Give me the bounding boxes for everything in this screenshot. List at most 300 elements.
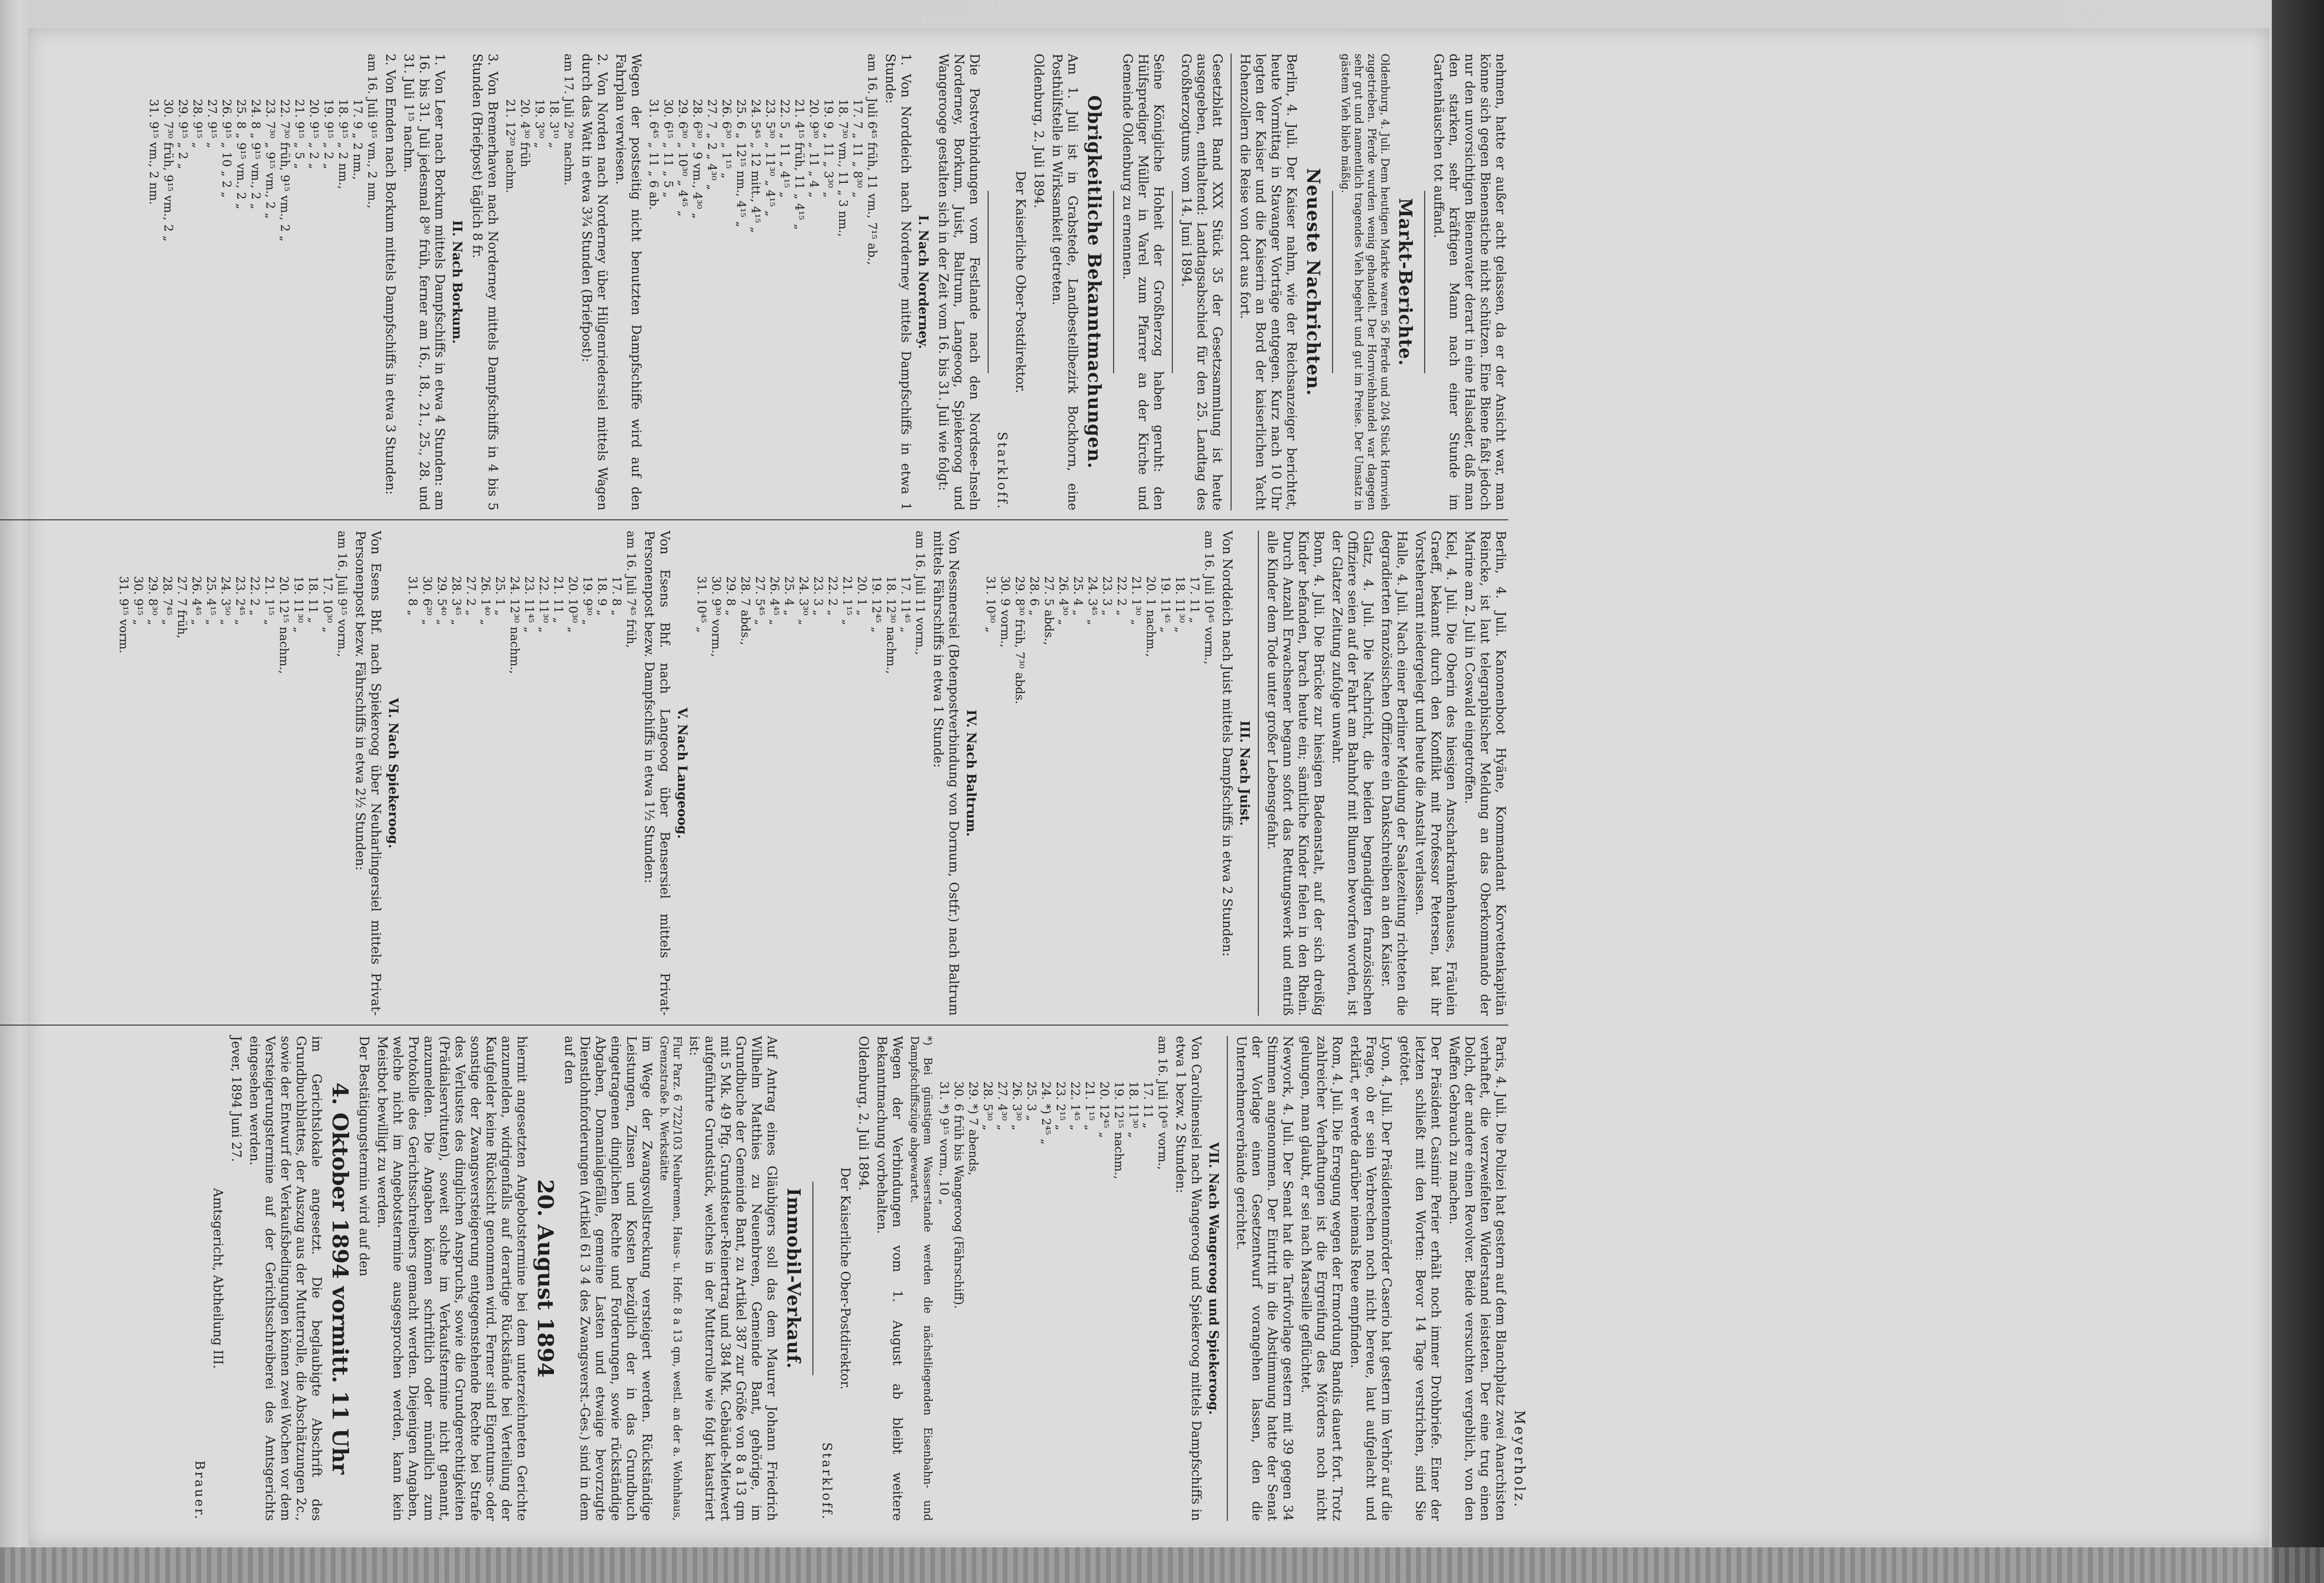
schedule-date: am 16. Juli bbox=[366, 54, 379, 118]
schedule-date: 21. bbox=[841, 576, 854, 595]
schedule-date: 21. bbox=[293, 99, 306, 118]
schedule-row bbox=[855, 531, 869, 678]
schedule-row bbox=[1115, 531, 1129, 708]
schedule-times: 11³⁰ „ bbox=[292, 598, 305, 633]
schedule-times: 10⁴⁵ vorm., bbox=[1202, 598, 1216, 665]
schedule-row bbox=[937, 1036, 951, 1312]
schedule-times: 11 „ bbox=[306, 598, 320, 624]
schedule-times: 5 abds., bbox=[1042, 598, 1056, 645]
schedule-times: 9¹⁵ „ 2 „ bbox=[176, 121, 190, 169]
schedule-date: am 17. Juli bbox=[562, 54, 576, 118]
schedule-times: 8³⁰ „ bbox=[146, 598, 160, 626]
schedule-times: 9¹⁵ „ 10 „ 2 „ bbox=[220, 121, 234, 198]
baltrum-intro: Von Nessmersiel (Botenpostverbindung von Dornum, Ostfr.) nach Baltrum mittels Fährschiffs in etwa 1 Stunde: bbox=[931, 531, 961, 1016]
schedule-date: 27. bbox=[705, 99, 719, 118]
schedule-date: 25. bbox=[782, 576, 796, 595]
schedule-date: 30. bbox=[162, 99, 175, 118]
schedule-times: 8 „ bbox=[406, 598, 420, 616]
schedule-times: 8 „ bbox=[724, 598, 738, 616]
schedule-times: 3⁵⁰ „ bbox=[533, 121, 546, 149]
schedule-row bbox=[263, 54, 278, 245]
schedule-row bbox=[753, 531, 767, 678]
neueste-text: Berlin, 4. Juli. Der Kaiser nahm, wie der Reichsanzeiger berichtet, heute Vormittag in Stavanger Vorträge entgegen. Kurz nach 10 Uhr legten der Kaiser und die Kaiserin an Bord der kaiserlichen Yacht Hohenzollern die Reise von dort aus fort. bbox=[1238, 54, 1299, 510]
schedule-times: 11⁴⁵ „ bbox=[899, 598, 912, 633]
schedule-date: 26. bbox=[479, 576, 492, 595]
post-intro: Die Postverbindungen vom Festlande nach den Nordsee-Inseln Norderney, Borkum, Juist, Baltrum, Langeoog, Spiekeroog und Wangerooge gestalten sich in der Zeit vom 16. bis 31. Juli wie folgt: bbox=[936, 54, 982, 510]
schedule-date: 22. bbox=[537, 576, 551, 595]
schedule-row bbox=[1071, 531, 1085, 708]
schedule-date: 26. bbox=[1010, 1081, 1024, 1100]
schedule-row bbox=[719, 54, 734, 269]
schedule-times: 4¹⁵ früh, 11 „ 4¹⁵ „ bbox=[793, 121, 806, 230]
schedule-row bbox=[219, 54, 234, 245]
schedule-times: 4⁴⁵ „ bbox=[768, 598, 781, 626]
wangerooge-date: Oldenburg, 2. Juli 1894. bbox=[856, 1036, 871, 1191]
juist-schedule bbox=[983, 531, 1217, 708]
obrig-authority: Der Kaiserliche Ober-Postdirektor. bbox=[1013, 171, 1028, 393]
schedule-row bbox=[1027, 531, 1042, 708]
schedule-row bbox=[865, 54, 880, 269]
schedule-times: 11⁴⁵ „ bbox=[523, 598, 536, 633]
schedule-times: 2 „ bbox=[464, 598, 478, 616]
schedule-times: 7⁴⁵ „ bbox=[161, 598, 174, 626]
schedule-date: 25. bbox=[493, 576, 507, 595]
schedule-row bbox=[807, 54, 821, 269]
schedule-date: 21. bbox=[1083, 1081, 1097, 1100]
schedule-date: 28. bbox=[450, 576, 463, 595]
separator bbox=[1231, 54, 1232, 510]
norderney-3: 3. Von Bremerhaven nach Norderney mittels Dampfschiffs in 4 bis 5 Stunden (Briefpost) täglich 8 fr. bbox=[470, 54, 500, 510]
schedule-date: 21. bbox=[552, 576, 565, 595]
wangerooge-note: *) Bei günstigem Wasserstande werden die nächstliegenden Eisenbahn- und Dampfschiffszüge abgewartet. bbox=[908, 1036, 934, 1521]
schedule-times: 2 „ bbox=[1115, 598, 1129, 616]
schedule-times: 9¹⁵ vm., 2 nm. bbox=[147, 121, 161, 205]
schedule-row bbox=[291, 531, 306, 678]
schedule-date: 27. bbox=[205, 99, 219, 118]
column-1 bbox=[0, 47, 1508, 517]
schedule-row bbox=[995, 1036, 1010, 1312]
schedule-times: 1 nachm., bbox=[1144, 598, 1158, 657]
schedule-row bbox=[493, 531, 507, 678]
wangerooge-title: VII. Nach Wangeroog und Spiekeroog. bbox=[1206, 1142, 1221, 1415]
schedule-date: 31. bbox=[117, 576, 131, 595]
schedule-date: 22. bbox=[278, 99, 292, 118]
schedule-row bbox=[234, 54, 249, 245]
separator bbox=[1258, 531, 1259, 1016]
langeoog-schedule bbox=[406, 531, 639, 678]
schedule-date: 23. bbox=[811, 576, 825, 595]
schedule-row bbox=[320, 531, 335, 678]
schedule-times: 6¹⁵ „ 11 „ 5 „ bbox=[662, 121, 675, 198]
separator bbox=[988, 191, 989, 374]
schedule-times: 4 „ bbox=[1071, 598, 1085, 616]
schedule-date: 28. bbox=[191, 99, 204, 118]
schedule-times: 10³⁰ „ bbox=[321, 598, 335, 633]
juist-title: III. Nach Juist. bbox=[1237, 720, 1252, 826]
schedule-times: 7 „ 11 „ 8³⁰ „ bbox=[851, 121, 865, 198]
schedule-times: *) 7 abends, bbox=[967, 1104, 980, 1176]
schedule-row bbox=[547, 54, 562, 197]
schedule-times: 12³⁰ nachm., bbox=[884, 598, 898, 674]
separator bbox=[812, 1182, 813, 1376]
separator bbox=[1332, 191, 1333, 374]
schedule-date: 17. bbox=[610, 576, 624, 595]
schedule-times: 4³⁰ „ bbox=[1057, 598, 1070, 626]
schedule-date: 28. bbox=[981, 1081, 995, 1100]
schedule-date: 26. bbox=[220, 99, 234, 118]
schedule-row bbox=[1083, 1036, 1097, 1312]
schedule-times: 6⁴⁵ früh, 11 vm., 7¹⁵ ab., bbox=[866, 121, 879, 265]
schedule-row bbox=[1155, 1036, 1170, 1312]
immobil-text-2: im Wege der Zwangsvollstreckung versteigert werden. Rückständige Leistungen, Zinsen und Kosten bezüglich der in das Grundbuch eingetragenen dinglichen Rechte und Forderungen, sowie rückständige Abgaben, Domanialgefälle, gemeine Lasten und etwaige bevorzugte Dienstlohnforderungen (Artikel 61 3 4 des Zwangsverst.-Ges.) sind in dem auf den bbox=[562, 1036, 654, 1521]
schedule-date: 18. bbox=[1127, 1081, 1140, 1100]
schedule-row bbox=[1024, 1036, 1039, 1312]
schedule-row bbox=[1144, 531, 1158, 708]
schedule-date: 24. bbox=[1039, 1081, 1053, 1100]
schedule-row bbox=[218, 531, 233, 678]
schedule-date: 30. bbox=[998, 576, 1012, 595]
schedule-times: 7 „ 2 „ 4³⁰ „ bbox=[705, 121, 719, 190]
immobil-flur: Flur Parz. 6 722/103 Neubremen, Haus- u. Hofr. 8 a 13 qm, westl. an der a. Wohnhaus, Grenzstraße b. Werkstätte bbox=[658, 1036, 683, 1521]
schedule-row bbox=[307, 54, 321, 245]
schedule-date: 23. bbox=[1100, 576, 1114, 595]
paris-text: Paris, 4. Juli. Die Polizei hat gestern auf dem Blanchplatz zwei Anarchisten verhaftet, die verzweifelten Widerstand leisteten. Der eine trug einen Dolch, der andere einen Revolver. Beide versuchten vergeblich, von den Waffen Gebrauch zu machen. bbox=[1447, 1036, 1508, 1521]
schedule-times: 9¹⁵ „ bbox=[191, 121, 204, 149]
schedule-date: 26. bbox=[720, 99, 733, 118]
schedule-times: 1 „ bbox=[493, 598, 507, 616]
markt-title: Markt-Berichte. bbox=[1395, 198, 1416, 366]
schedule-row bbox=[277, 531, 291, 678]
schedule-date: 20. bbox=[807, 99, 821, 118]
bonn-text: Bonn, 4. Juli. Die Brücke zur hiesigen Badeanstalt, auf der sich dreißig Kinder befanden, brach heute ein; sämtliche Kinder fielen in den Rhein. Durch Anzahl Erwachsener begann sofort das Rettungswerk und entriß alle Kinder dem Tode unter großer Lebensgefahr. bbox=[1265, 531, 1326, 1016]
paris-text-2: Der Präsident Casimir Perier erhält noch immer Drohbriefe. Einer der letzten schließt mit den Worten: Bevor 14 Tage verstrichen, sind Sie getötet. bbox=[1397, 1036, 1443, 1521]
schedule-row bbox=[175, 531, 189, 678]
schedule-times: 8 „ 9¹⁵ vm., 2 „ bbox=[234, 121, 248, 210]
schedule-row bbox=[690, 54, 705, 269]
schedule-times: 12³⁰ nachm., bbox=[508, 598, 522, 674]
schedule-row bbox=[190, 54, 205, 245]
schedule-row bbox=[778, 54, 792, 269]
schedule-row bbox=[1085, 531, 1100, 708]
schedule-date: 27. bbox=[753, 576, 767, 595]
schedule-times: 11³⁰ „ bbox=[537, 598, 551, 633]
schedule-times: 9¹⁵ „ 2 „ bbox=[307, 121, 321, 169]
schedule-times: 9¹⁵ vorm. bbox=[117, 598, 131, 654]
schedule-times: 1¹⁵ „ bbox=[841, 598, 854, 626]
schedule-times: 1¹⁵ „ bbox=[1083, 1104, 1097, 1131]
schedule-date: 18. bbox=[336, 99, 350, 118]
schedule-times: 10⁴⁵ „ bbox=[695, 598, 709, 633]
schedule-times: 2 „ bbox=[248, 598, 262, 616]
schedule-times: 9³⁰ „ 11 „ 4 „ bbox=[807, 121, 821, 198]
schedule-date: 31. bbox=[647, 99, 661, 118]
schedule-times: 11⁴⁵ „ bbox=[1159, 598, 1172, 633]
immobil-authority: Amtsgericht, Abtheilung III. bbox=[211, 1188, 225, 1369]
schedule-times: 3⁴⁵ „ bbox=[450, 598, 463, 626]
schedule-times: 12²⁰ nachm. bbox=[504, 121, 517, 193]
schedule-times: 7³⁰ früh, 9¹⁵ vm., 2 „ bbox=[162, 121, 175, 242]
schedule-date: 20. bbox=[1098, 1081, 1111, 1100]
separator bbox=[1113, 191, 1114, 374]
schedule-date: 29. bbox=[435, 576, 449, 595]
schedule-times: 3³⁰ „ bbox=[797, 598, 811, 626]
schedule-date: 19. bbox=[870, 576, 883, 595]
borkum-1: 1. Von Leer nach Borkum mittels Dampfschiffs in etwa 4 Stunden: am 16. bis 31. Juli jedesmal 8³⁰ früh, ferner am 16., 18., 21., 25., 28. und 31. Juli 1¹⁵ nachm. bbox=[401, 54, 447, 510]
schedule-row bbox=[420, 531, 435, 678]
schedule-times: 11 „ bbox=[1188, 598, 1201, 624]
schedule-date: 27. bbox=[175, 576, 189, 595]
borkum-schedule bbox=[147, 54, 380, 245]
schedule-date: 31. bbox=[984, 576, 998, 595]
column-3 bbox=[0, 1029, 1508, 1528]
schedule-date: 29. bbox=[176, 99, 190, 118]
schedule-row bbox=[826, 531, 840, 678]
schedule-row bbox=[160, 531, 175, 678]
schedule-times: 9¹⁵ vm., 2 nm., bbox=[366, 121, 379, 209]
schedule-date: 29. bbox=[676, 99, 690, 118]
schedule-times: 9 „ 11 „ 3³⁰ „ bbox=[822, 121, 835, 198]
schedule-row bbox=[1056, 531, 1071, 708]
newyork-text: Newyork, 4. Juli. Der Senat hat die Tarifvorlage gestern mit 39 gegen 34 Stimmen angenommen. Der Eintritt in die Abstimmung hatte der Senat der Vorlage einen Gesetzentwurf vorangehen lassen, den die Unternehmerverbände gerichtet. bbox=[1234, 1036, 1295, 1521]
schedule-date: 17. bbox=[851, 99, 865, 118]
schedule-times: 9³⁰ „ bbox=[581, 598, 594, 626]
rotated-page-content bbox=[0, 28, 1546, 1546]
schedule-row bbox=[1097, 1036, 1112, 1312]
schedule-row bbox=[292, 54, 307, 245]
schedule-times: 1⁴⁰ „ bbox=[479, 598, 492, 626]
schedule-date: 31. bbox=[695, 576, 709, 595]
schedule-date: 23. bbox=[523, 576, 536, 595]
glatz-text: Glatz, 4. Juli. Die Nachricht, die beiden begnadigten französischen Offiziere seien auf der Fahrt am Bahnhof mit Blumen beworfen worden, ist der Glatzer Zeitung zufolge unwahr. bbox=[1330, 531, 1375, 1016]
schedule-row bbox=[694, 531, 709, 678]
schedule-date: 21. bbox=[793, 99, 806, 118]
schedule-times: 6³⁰ „ 10³⁰ „ 4⁴⁵ „ bbox=[676, 121, 690, 217]
schedule-times: 11 „ bbox=[1141, 1104, 1155, 1129]
schedule-date: 22. bbox=[1115, 576, 1129, 595]
schedule-date: 31. bbox=[406, 576, 420, 595]
schedule-times: 9 vorm., bbox=[998, 598, 1012, 648]
markt-text: Oldenburg, 4. Juli. Dem heutigen Markte waren 56 Pferde und 204 Stück Hornvieh zugetrieben. Pferde wurden wenig gehandelt. Der Hornviehhandel war dagegen sehr gut und namentlich tragendes Vieh begehrt und gut im Preise. Der Umsatz in gästem Vieh blieb mäßig. bbox=[1339, 54, 1391, 510]
schedule-date: 29. bbox=[724, 576, 738, 595]
schedule-row bbox=[518, 54, 532, 197]
schedule-date: 28. bbox=[161, 576, 174, 595]
schedule-date: 25. bbox=[734, 99, 748, 118]
halle-text: Halle, 4. Juli. Nach einer Berliner Meldung der Saalezeitung richteten die degradierten französischen Offiziere ein Dankschreiben an den Kaiser. bbox=[1379, 531, 1409, 1016]
schedule-row bbox=[365, 54, 380, 245]
schedule-row bbox=[1100, 531, 1115, 708]
schedule-times: 1 „ bbox=[855, 598, 869, 616]
separator bbox=[1227, 1036, 1228, 1521]
schedule-row bbox=[205, 54, 219, 245]
schedule-row bbox=[435, 531, 449, 678]
schedule-times: 12¹⁵ nachm., bbox=[1112, 1104, 1126, 1179]
schedule-row bbox=[983, 531, 998, 708]
schedule-times: 9³⁰ vorm., bbox=[710, 598, 723, 658]
schedule-date: 20. bbox=[566, 576, 580, 595]
schedule-row bbox=[981, 1036, 995, 1312]
schedule-date: 27. bbox=[464, 576, 478, 595]
schedule-times: 8 „ 9¹⁵ vm., 2 „ bbox=[249, 121, 263, 210]
schedule-date: 18. bbox=[595, 576, 609, 595]
schedule-date: 24. bbox=[508, 576, 522, 595]
schedule-date: 30. bbox=[421, 576, 434, 595]
norderney-schedule bbox=[647, 54, 880, 269]
schedule-times: 11 vorm., bbox=[913, 598, 927, 655]
schedule-times: 5⁴⁰ „ bbox=[435, 598, 449, 626]
immobil-date-signature: Jever, 1894 Juni 27. bbox=[229, 1036, 243, 1162]
schedule-row bbox=[792, 54, 807, 269]
pfarrer-text: Seine Königliche Hoheit der Großherzog haben geruht: den Hülfsprediger Müller in Varel zum Pfarrer an der Kirche und Gemeinde Oldenburg zu ernennen. bbox=[1120, 54, 1166, 510]
schedule-row bbox=[884, 531, 898, 678]
schedule-times: 6 „ 12¹⁵ nm., 4¹⁵ „ bbox=[734, 121, 748, 227]
schedule-date: 19. bbox=[533, 99, 546, 118]
binding-edge bbox=[0, 1547, 2324, 1583]
schedule-row bbox=[767, 531, 782, 678]
schedule-times: 2 „ bbox=[826, 598, 840, 616]
schedule-date: 22. bbox=[1068, 1081, 1082, 1100]
lyon-text: Lyon, 4. Juli. Der Präsidentenmörder Caserio hat gestern im Verhör auf die Frage, ob er sein Verbrechen noch nicht bereue, laut aufgelacht und erklärt, er werde darüber niemals Reue empfinden. bbox=[1348, 1036, 1394, 1521]
schedule-times: 4⁴⁵ „ bbox=[190, 598, 203, 626]
schedule-row bbox=[131, 531, 146, 678]
schedule-date: 22. bbox=[778, 99, 792, 118]
juist-intro: Von Norddeich nach Juist mittels Dampfschiffs in etwa 2 Stunden: bbox=[1220, 531, 1234, 957]
schedule-date: 24. bbox=[749, 99, 763, 118]
schedule-row bbox=[233, 531, 248, 678]
schedule-times: *) 2⁴⁵ „ bbox=[1039, 1104, 1053, 1145]
schedule-times: 9¹⁵ „ 2 „ bbox=[322, 121, 335, 169]
schedule-row bbox=[335, 531, 350, 678]
schedule-date: am 16. Juli bbox=[1202, 531, 1216, 595]
schedule-date: 24. bbox=[1086, 576, 1100, 595]
schedule-row bbox=[1126, 1036, 1141, 1312]
schedule-row bbox=[763, 54, 778, 269]
schedule-row bbox=[478, 531, 493, 678]
schedule-date: am 16. Juli bbox=[624, 531, 638, 595]
schedule-row bbox=[749, 54, 763, 269]
immobil-text: Auf Antrag eines Gläubigers soll das dem Maurer Johann Friedrich Wilhelm Matthies zu Neuenbreen, Gemeinde Bant, gehörige, im Grundbuche der Gemeinde Bant, zu Artikel 387 zur Größe von 8 a 13 qm mit 5 Mk. 49 Pfg. Grundsteuer-Reinertrag und 384 Mk. Gebäude-Mietwert aufgeführte Grundstück, welches in der Mutterrolle wie folgt katastriert ist: bbox=[687, 1036, 779, 1521]
schedule-row bbox=[913, 531, 928, 678]
schedule-row bbox=[724, 531, 738, 678]
schedule-times: 10³⁰ „ bbox=[566, 598, 580, 633]
schedule-times: 10⁴⁵ vorm., bbox=[1156, 1104, 1170, 1170]
header-signature: Meyerholz. bbox=[1511, 1410, 1528, 1509]
wangerooge-signature: Starkloff. bbox=[819, 1442, 834, 1521]
separator bbox=[1424, 191, 1425, 374]
schedule-times: 9¹⁵ „ bbox=[132, 598, 145, 626]
wangerooge-schedule bbox=[937, 1036, 1170, 1312]
schedule-date: 19. bbox=[1112, 1081, 1126, 1100]
schedule-row bbox=[306, 531, 320, 678]
schedule-times: 4¹⁵ „ bbox=[204, 598, 218, 626]
schedule-row bbox=[624, 531, 639, 678]
schedule-date: 17. bbox=[351, 99, 365, 118]
schedule-row bbox=[562, 54, 576, 197]
schedule-date: 23. bbox=[764, 99, 777, 118]
schedule-row bbox=[532, 54, 547, 197]
schedule-date: 17. bbox=[1188, 576, 1201, 595]
book-spine bbox=[2272, 0, 2324, 1583]
schedule-row bbox=[248, 531, 262, 678]
immobil-date: 20. August 1894 bbox=[533, 1179, 558, 1378]
schedule-row bbox=[278, 54, 292, 245]
schedule-times: 3³⁰ „ bbox=[1010, 1104, 1024, 1131]
schedule-row bbox=[1039, 1036, 1053, 1312]
schedule-date: 26. bbox=[190, 576, 203, 595]
schedule-times: 7 abds., bbox=[739, 598, 752, 645]
schedule-row bbox=[1158, 531, 1173, 708]
schedule-date: am 16. Juli bbox=[913, 531, 927, 595]
schedule-date: 27. bbox=[996, 1081, 1009, 1100]
schedule-times: 9 „ bbox=[595, 598, 609, 616]
schedule-date: 25. bbox=[1071, 576, 1085, 595]
column-rule bbox=[0, 519, 1508, 520]
schedule-date: 18. bbox=[1173, 576, 1187, 595]
schedule-date: 28. bbox=[691, 99, 704, 118]
schedule-times: 11 „ bbox=[552, 598, 565, 624]
schedule-date: 19. bbox=[322, 99, 335, 118]
schedule-date: 17. bbox=[321, 576, 335, 595]
berlin-text: Berlin, 4. Juli. Kanonenboot Hyäne, Kommandant Korvettenkapitän Reincke, ist laut telegraphischer Meldung an das Oberkommando der Marine am 2. Juli in Coswald eingetroffen. bbox=[1462, 531, 1508, 1016]
schedule-times: 2³⁰ nachm. bbox=[562, 121, 576, 186]
schedule-row bbox=[609, 531, 624, 678]
schedule-row bbox=[507, 531, 522, 678]
schedule-date: 20. bbox=[1144, 576, 1158, 595]
schedule-date: 18. bbox=[884, 576, 898, 595]
schedule-times: 4³⁰ früh bbox=[518, 121, 532, 167]
schedule-times: 5⁴⁵ „ bbox=[753, 598, 767, 626]
schedule-times: 5 „ 11 „ 4¹⁵ „ bbox=[778, 121, 792, 198]
schedule-row bbox=[705, 54, 719, 269]
schedule-times: 8³⁰ früh, 7³⁰ abds. bbox=[1013, 598, 1027, 705]
schedule-times: 7³⁰ vm., 11 „ 3 nm., bbox=[836, 121, 850, 237]
schedule-row bbox=[161, 54, 176, 245]
schedule-date: 29. bbox=[967, 1081, 980, 1100]
schedule-date: 29. bbox=[146, 576, 160, 595]
schedule-date: 20. bbox=[277, 576, 291, 595]
neueste-title: Neueste Nachrichten. bbox=[1303, 168, 1324, 396]
schedule-row bbox=[998, 531, 1013, 708]
schedule-row bbox=[147, 54, 161, 245]
baltrum-schedule bbox=[694, 531, 928, 678]
schedule-date: 23. bbox=[234, 576, 247, 595]
schedule-times: *) 9¹⁵ vorm., 10 „ bbox=[937, 1104, 951, 1205]
schedule-date: 22. bbox=[248, 576, 262, 595]
schedule-date: 28. bbox=[739, 576, 752, 595]
schedule-row bbox=[551, 531, 566, 678]
schedule-times: 6²⁰ „ bbox=[421, 598, 434, 626]
schedule-row bbox=[566, 531, 580, 678]
schedule-date: 30. bbox=[662, 99, 675, 118]
obrig-title: Obrigkeitliche Bekanntmachungen. bbox=[1084, 95, 1105, 469]
schedule-times: 9¹⁵ „ 5 „ bbox=[293, 121, 306, 169]
schedule-times: 7⁴⁵ früh, bbox=[624, 598, 638, 648]
obrig-text: Am 1. Juli ist in Grabstede, Landbestellbezirk Bockhorn, eine Posthülfstelle in Wirksamkeit getreten. bbox=[1050, 54, 1080, 510]
wangerooge-intro: Von Carolinensiel nach Wangeroog und Spiekeroog mittels Dampfschiffs in etwa 1 bezw. 2 Stunden: bbox=[1173, 1036, 1203, 1521]
immobil-text-3: hiermit angesetzten Angebotstermine bei dem unterzeichneten Gerichte anzumelden, widrigenfalls auf derartige Rückstände bei Verteilung der Kaufgelder keine Rücksicht genommen wird. Ferner sind Eigentums- oder sonstige der Zwangsversteigerung entgegenstehende Rechte bei Strafe des Verlustes des dinglichen Anspruchs, sowie die Grundgerechtigkeiten (Prädialservituten), soweit solche im Verkaufstermine nicht genannt, anzumelden. Die Angaben können schriftlich oder mündlich zum Protokolle des Gerichtsschreibers gemacht werden. Diejenigen Angaben, welche nicht im Angebotstermine ausgesprochen werden, kann kein Meistbot bewilligt zu werden. bbox=[375, 1036, 529, 1521]
schedule-times: 9¹⁵ „ bbox=[205, 121, 219, 149]
schedule-row bbox=[811, 531, 826, 678]
schedule-date: 19. bbox=[292, 576, 305, 595]
schedule-row bbox=[1141, 1036, 1155, 1312]
schedule-row bbox=[262, 531, 277, 678]
baltrum-title: IV. Nach Baltrum. bbox=[964, 709, 978, 837]
obrig-signature: Starkloff. bbox=[995, 431, 1009, 510]
schedule-row bbox=[1013, 531, 1027, 708]
schedule-row bbox=[836, 54, 850, 269]
norderney-note: Wegen der postseitig nicht benutzten Dampfschiffe wird auf den Fahrplan verwiesen. bbox=[613, 54, 643, 510]
schedule-row bbox=[522, 531, 537, 678]
schedule-date: 23. bbox=[1054, 1081, 1068, 1100]
